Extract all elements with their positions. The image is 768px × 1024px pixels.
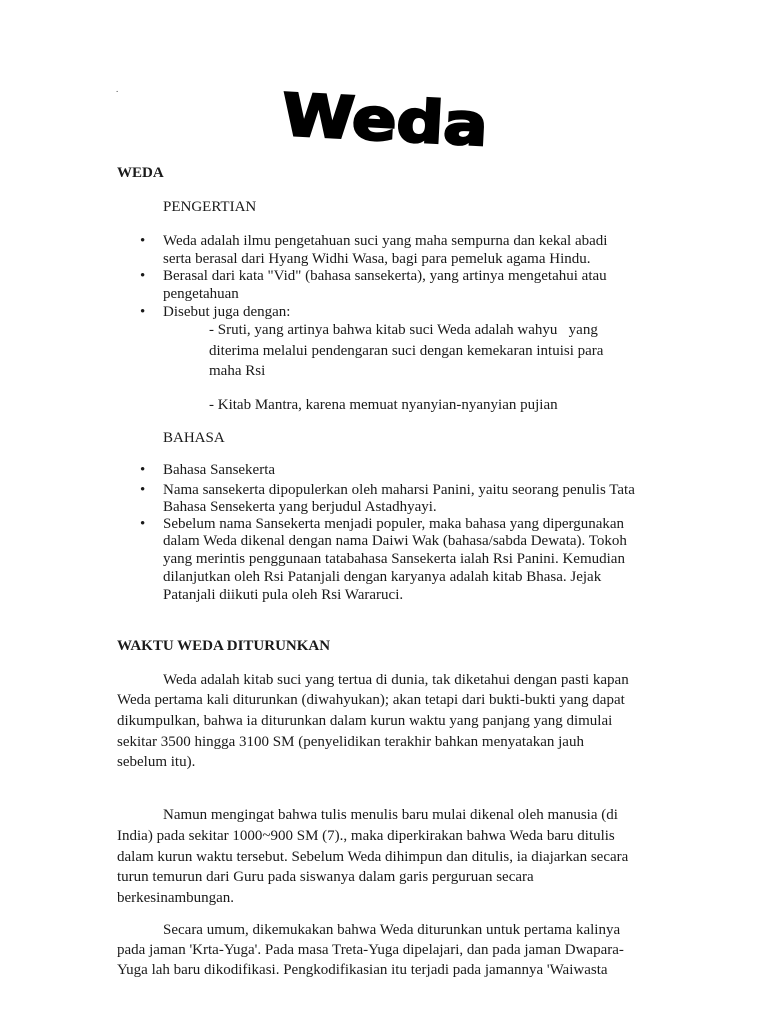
bahasa-bullet-3-line: Sebelum nama Sansekerta menjadi populer, maka bahasa yang dipergunakan <box>163 516 625 532</box>
sub-item-kitab-mantra-line: - Kitab Mantra, karena memuat nyanyian-nyanyian pujian <box>209 397 558 413</box>
paragraph-3-line: Secara umum, dikemukakan bahwa Weda diturunkan untuk pertama kalinya <box>163 922 621 938</box>
sub-item-sruti-line: diterima melalui pendengaran suci dengan kemekaran intuisi para <box>209 343 604 359</box>
wordart-title-text: Weda <box>280 80 466 159</box>
subheading-bahasa: BAHASA <box>163 430 225 446</box>
bullet-glyph: • <box>140 462 146 478</box>
paragraph-2-line: India) pada sekitar 1000~900 SM (7)., maka diperkirakan bahwa Weda baru ditulis <box>117 828 615 844</box>
bullet-glyph: • <box>140 304 146 320</box>
paragraph-2-line: dalam kurun waktu tersebut. Sebelum Weda dihimpun dan ditulis, ia diajarkan secara <box>117 849 629 865</box>
paragraph-1-line: sebelum itu). <box>117 754 196 770</box>
bahasa-bullet-3-line: dalam Weda dikenal dengan nama Daiwi Wak (bahasa/sabda Dewata). Tokoh <box>163 533 627 549</box>
bahasa-bullet-2-line: Nama sansekerta dipopulerkan oleh maharsi Panini, yaitu seorang penulis Tata <box>163 482 635 498</box>
subheading-pengertian: PENGERTIAN <box>163 199 257 215</box>
paragraph-1-line: dikumpulkan, bahwa ia diturunkan dalam kurun waktu yang panjang yang dimulai <box>117 713 613 729</box>
paragraph-3-line: Yuga lah baru dikodifikasi. Pengkodifikasian itu terjadi pada jamannya 'Waiwasta <box>117 962 608 978</box>
pengertian-bullet-3-line: Disebut juga dengan: <box>163 304 291 320</box>
paragraph-1-line: Weda pertama kali diturunkan (diwahyukan); akan tetapi dari bukti-bukti yang dapat <box>117 692 625 708</box>
bullet-glyph: • <box>140 516 146 532</box>
paragraph-2-line: berkesinambungan. <box>117 890 235 906</box>
sub-item-sruti-line: maha Rsi <box>209 363 266 379</box>
wordart-title <box>0 80 768 162</box>
sub-item-sruti-line: - Sruti, yang artinya bahwa kitab suci Weda adalah wahyu yang <box>209 322 598 338</box>
bullet-glyph: • <box>140 233 146 249</box>
bullet-glyph: • <box>140 268 146 284</box>
paragraph-2-line: turun temurun dari Guru pada siswanya dalam garis perguruan secara <box>117 869 534 885</box>
paragraph-3-line: pada jaman 'Krta-Yuga'. Pada masa Treta-Yuga dipelajari, dan pada jaman Dwapara- <box>117 942 624 958</box>
pengertian-bullet-2-line: pengetahuan <box>163 286 239 302</box>
bahasa-bullet-3-line: yang merintis penggunaan tatabahasa Sansekerta ialah Rsi Panini. Kemudian <box>163 551 625 567</box>
stray-mark: . <box>116 84 119 94</box>
pengertian-bullet-1-line: serta berasal dari Hyang Widhi Wasa, bagi para pemeluk agama Hindu. <box>163 251 591 267</box>
paragraph-1-line: sekitar 3500 hingga 3100 SM (penyelidikan terakhir bahkan menyatakan jauh <box>117 734 584 750</box>
bahasa-bullet-2-line: Bahasa Sensekerta yang berjudul Astadhyayi. <box>163 499 437 515</box>
section-heading-waktu: WAKTU WEDA DITURUNKAN <box>117 638 331 654</box>
pengertian-bullet-2-line: Berasal dari kata "Vid" (bahasa sansekerta), yang artinya mengetahui atau <box>163 268 607 284</box>
bahasa-bullet-3-line: Patanjali diikuti pula oleh Rsi Wararuci. <box>163 587 404 603</box>
section-heading-weda: WEDA <box>117 165 164 181</box>
paragraph-2-line: Namun mengingat bahwa tulis menulis baru mulai dikenal oleh manusia (di <box>163 807 618 823</box>
paragraph-1-line: Weda adalah kitab suci yang tertua di dunia, tak diketahui dengan pasti kapan <box>163 672 629 688</box>
bahasa-bullet-1-line: Bahasa Sansekerta <box>163 462 276 478</box>
bullet-glyph: • <box>140 482 146 498</box>
bahasa-bullet-3-line: dilanjutkan oleh Rsi Patanjali dengan karyanya adalah kitab Bhasa. Jejak <box>163 569 602 585</box>
pengertian-bullet-1-line: Weda adalah ilmu pengetahuan suci yang maha sempurna dan kekal abadi <box>163 233 608 249</box>
